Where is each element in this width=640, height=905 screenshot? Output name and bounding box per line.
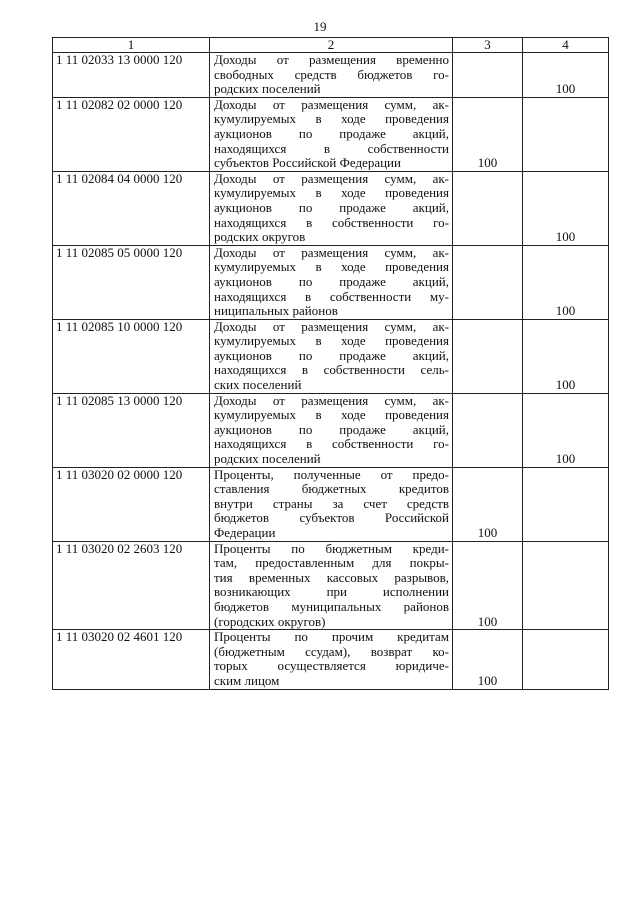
- row-value-col4: 100: [523, 53, 609, 98]
- header-col-4: 4: [523, 38, 609, 53]
- row-description: [210, 319, 453, 393]
- description-line: кумулируемых в ходе проведения: [214, 259, 449, 275]
- description-line: (бюджетным ссудам), возврат ко-: [214, 643, 449, 659]
- description-line: ским лицом: [214, 672, 280, 688]
- table-row: [53, 319, 609, 393]
- description-line: аукционов по продаже акций,: [214, 125, 449, 141]
- description-line: Доходы от размещения сумм, ак-: [214, 392, 449, 408]
- row-value-col3: 100: [453, 467, 523, 541]
- description-line: там, предоставленным для покры-: [214, 555, 449, 571]
- header-col-1: 1: [53, 38, 210, 53]
- description-line: родских поселений: [214, 81, 321, 97]
- row-value-col4: 100: [523, 245, 609, 319]
- table-row: [53, 97, 609, 171]
- table-header-row: [53, 38, 609, 53]
- row-description: [210, 541, 453, 630]
- description-line: кумулируемых в ходе проведения: [214, 185, 449, 201]
- row-description: [210, 393, 453, 467]
- row-code: 1 11 02082 02 0000 120: [53, 97, 210, 171]
- description-line: Доходы от размещения сумм, ак-: [214, 318, 449, 334]
- row-code: 1 11 02033 13 0000 120: [53, 53, 210, 98]
- description-line: Проценты, полученные от предо-: [214, 466, 449, 482]
- description-line: ниципальных районов: [214, 303, 338, 319]
- row-value-col4: 100: [523, 171, 609, 245]
- description-line: Доходы от размещения сумм, ак-: [214, 170, 449, 186]
- table-row: [53, 171, 609, 245]
- row-value-col3: 100: [453, 630, 523, 689]
- description-line: субъектов Российской Федерации: [214, 155, 401, 171]
- description-line: находящихся в собственности му-: [214, 288, 449, 304]
- description-line: ставления бюджетных кредитов: [214, 481, 449, 497]
- description-line: Доходы от размещения сумм, ак-: [214, 96, 449, 112]
- description-line: бюджетов субъектов Российской: [214, 510, 449, 526]
- description-line: свободных средств бюджетов го-: [214, 66, 449, 82]
- description-line: аукционов по продаже акций,: [214, 347, 449, 363]
- description-line: находящихся в собственности сель-: [214, 362, 449, 378]
- description-line: возникающих при исполнении: [214, 584, 449, 600]
- description-line: Проценты по бюджетным креди-: [214, 540, 449, 556]
- row-value-col4: [523, 630, 609, 689]
- header-col-3: 3: [453, 38, 523, 53]
- row-code: 1 11 02085 13 0000 120: [53, 393, 210, 467]
- row-value-col4: [523, 541, 609, 630]
- row-value-col3: 100: [453, 97, 523, 171]
- row-code: 1 11 03020 02 4601 120: [53, 630, 210, 689]
- description-line: родских округов: [214, 229, 306, 245]
- table-row: [53, 53, 609, 98]
- row-value-col4: [523, 467, 609, 541]
- page-number: 19: [313, 19, 327, 34]
- description-line: аукционов по продаже акций,: [214, 421, 449, 437]
- description-line: Проценты по прочим кредитам: [214, 629, 449, 645]
- row-code: 1 11 03020 02 2603 120: [53, 541, 210, 630]
- description-line: Федерации: [214, 525, 276, 540]
- budget-codes-table: [52, 37, 609, 690]
- description-line: находящихся в собственности: [214, 140, 449, 156]
- description-line: бюджетов муниципальных районов: [214, 598, 449, 614]
- description-line: аукционов по продаже акций,: [214, 273, 449, 289]
- row-value-col4: 100: [523, 319, 609, 393]
- row-description: [210, 97, 453, 171]
- row-code: 1 11 03020 02 0000 120: [53, 467, 210, 541]
- description-line: кумулируемых в ходе проведения: [214, 111, 449, 127]
- description-line: кумулируемых в ходе проведения: [214, 407, 449, 423]
- description-line: аукционов по продаже акций,: [214, 199, 449, 215]
- row-code: 1 11 02085 05 0000 120: [53, 245, 210, 319]
- row-description: [210, 630, 453, 689]
- row-code: 1 11 02085 10 0000 120: [53, 319, 210, 393]
- row-code: 1 11 02084 04 0000 120: [53, 171, 210, 245]
- row-description: [210, 171, 453, 245]
- row-description: [210, 245, 453, 319]
- description-line: тия временных кассовых разрывов,: [214, 569, 449, 585]
- row-description: [210, 53, 453, 98]
- description-line: Доходы от размещения временно: [214, 52, 449, 67]
- row-value-col3: [453, 53, 523, 98]
- header-col-2: 2: [210, 38, 453, 53]
- row-description: [210, 467, 453, 541]
- row-value-col3: [453, 245, 523, 319]
- row-value-col4: 100: [523, 393, 609, 467]
- description-line: (городских округов): [214, 613, 326, 629]
- description-line: родских поселений: [214, 451, 321, 467]
- description-line: торых осуществляется юридиче-: [214, 658, 449, 674]
- description-line: внутри страны за счет средств: [214, 495, 449, 511]
- description-line: кумулируемых в ходе проведения: [214, 333, 449, 349]
- row-value-col3: [453, 171, 523, 245]
- description-line: Доходы от размещения сумм, ак-: [214, 244, 449, 260]
- table-row: [53, 541, 609, 630]
- description-line: находящихся в собственности го-: [214, 436, 449, 452]
- row-value-col3: 100: [453, 541, 523, 630]
- description-line: ских поселений: [214, 377, 302, 393]
- description-line: находящихся в собственности го-: [214, 214, 449, 230]
- table-row: [53, 630, 609, 689]
- table-row: [53, 245, 609, 319]
- row-value-col4: [523, 97, 609, 171]
- table-row: [53, 467, 609, 541]
- row-value-col3: [453, 319, 523, 393]
- row-value-col3: [453, 393, 523, 467]
- table-row: [53, 393, 609, 467]
